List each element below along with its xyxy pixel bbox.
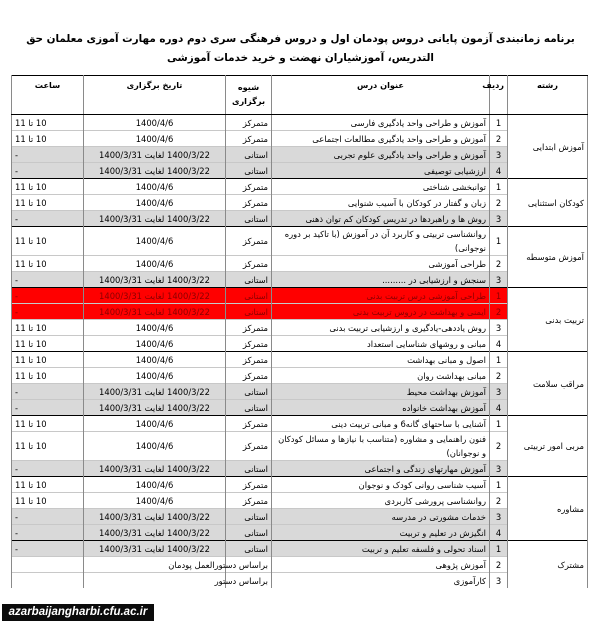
group-name: مراقب سلامت: [508, 352, 588, 416]
exam-date: 1400/3/22 لغایت 1400/3/31: [84, 288, 226, 304]
course-title: خدمات مشورتی در مدرسه: [272, 509, 490, 525]
table-row: [12, 557, 588, 573]
table-row: [12, 179, 588, 195]
table-row: [12, 320, 588, 336]
exam-date: 1400/4/6: [84, 320, 226, 336]
row-number: 2: [490, 493, 508, 509]
exam-date: 1400/3/22 لغایت 1400/3/31: [84, 163, 226, 179]
exam-date: 1400/3/22 لغایت 1400/3/31: [84, 147, 226, 163]
course-title: ارزشیابی توصیفی: [272, 163, 490, 179]
exam-mode: متمرکز: [226, 477, 272, 493]
exam-date: 1400/4/6: [84, 336, 226, 352]
exam-mode: متمرکز: [226, 256, 272, 272]
exam-mode: متمرکز: [226, 227, 272, 256]
exam-time: -: [12, 288, 84, 304]
exam-date: 1400/3/22 لغایت 1400/3/31: [84, 384, 226, 400]
exam-date: 1400/4/6: [84, 227, 226, 256]
row-number: 4: [490, 525, 508, 541]
table-row: [12, 163, 588, 179]
course-title: سنجش و ارزشیابی در .........: [272, 272, 490, 288]
group-name: مربی امور تربیتی: [508, 416, 588, 477]
exam-date: 1400/3/22 لغایت 1400/3/31: [84, 304, 226, 320]
exam-time: -: [12, 163, 84, 179]
exam-time: 10 تا 11: [12, 256, 84, 272]
exam-time: 10 تا 11: [12, 131, 84, 147]
exam-mode: متمرکز: [226, 416, 272, 432]
header-onvan: عنوان درس: [272, 76, 490, 115]
exam-mode: استانی: [226, 163, 272, 179]
row-number: 3: [490, 272, 508, 288]
table-row: [12, 368, 588, 384]
row-number: 4: [490, 163, 508, 179]
course-title: روانشناسی پرورشی کاربردی: [272, 493, 490, 509]
exam-date: 1400/3/22 لغایت 1400/3/31: [84, 211, 226, 227]
exam-date: 1400/4/6: [84, 477, 226, 493]
table-row: [12, 272, 588, 288]
course-title: مبانی و روشهای شناسایی استعداد: [272, 336, 490, 352]
course-title: روش یاددهی-یادگیری و ارزشیابی تربیت بدنی: [272, 320, 490, 336]
row-number: 3: [490, 211, 508, 227]
table-row: [12, 147, 588, 163]
row-number: 3: [490, 384, 508, 400]
exam-mode: استانی: [226, 461, 272, 477]
header-radif: ردیف: [490, 76, 508, 115]
exam-time: 10 تا 11: [12, 432, 84, 461]
row-number: 1: [490, 477, 508, 493]
group-name: مشترک: [508, 541, 588, 589]
table-row: [12, 352, 588, 368]
table-row: [12, 509, 588, 525]
exam-date: 1400/3/22 لغایت 1400/3/31: [84, 525, 226, 541]
exam-mode: استانی: [226, 147, 272, 163]
table-row: [12, 432, 588, 461]
exam-time: 10 تا 11: [12, 195, 84, 211]
header-shive: شیوه برگزاری: [226, 76, 272, 115]
exam-date: 1400/4/6: [84, 493, 226, 509]
exam-time: -: [12, 147, 84, 163]
table-row: [12, 131, 588, 147]
course-title: اسناد تحولی و فلسفه تعلیم و تربیت: [272, 541, 490, 557]
course-title: آموزش و طراحی واحد یادگیری علوم تجربی: [272, 147, 490, 163]
exam-mode: متمرکز: [226, 195, 272, 211]
table-row: [12, 211, 588, 227]
table-row: [12, 115, 588, 131]
exam-date: 1400/3/22 لغایت 1400/3/31: [84, 272, 226, 288]
exam-mode: استانی: [226, 384, 272, 400]
course-title: آموزش و طراحی واحد یادگیری مطالعات اجتماعی: [272, 131, 490, 147]
exam-mode: متمرکز: [226, 179, 272, 195]
table-row: [12, 573, 588, 589]
exam-time: 10 تا 11: [12, 115, 84, 131]
exam-time: 10 تا 11: [12, 477, 84, 493]
course-title: آموزش مهارتهای زندگی و اجتماعی: [272, 461, 490, 477]
row-number: 3: [490, 320, 508, 336]
course-title: ایمنی و بهداشت در دروس تربیت بدنی: [272, 304, 490, 320]
table-row: [12, 493, 588, 509]
course-title: کارآموزی: [272, 573, 490, 589]
row-number: 2: [490, 256, 508, 272]
exam-time: 10 تا 11: [12, 352, 84, 368]
course-title: مبانی بهداشت روان: [272, 368, 490, 384]
course-title: فنون راهنمایی و مشاوره (متناسب با نیازها و مسائل کودکان و نوجوانان): [272, 432, 490, 461]
exam-time: -: [12, 461, 84, 477]
table-row: [12, 304, 588, 320]
exam-time: [12, 573, 84, 589]
row-number: 2: [490, 557, 508, 573]
row-number: 3: [490, 461, 508, 477]
course-title: روانشناسی تربیتی و کاربرد آن در آموزش (با تاکید بر دوره نوجوانی): [272, 227, 490, 256]
exam-date: 1400/4/6: [84, 368, 226, 384]
exam-mode: متمرکز: [226, 320, 272, 336]
row-number: 1: [490, 416, 508, 432]
table-row: [12, 541, 588, 557]
schedule-body: [12, 115, 588, 589]
exam-time: 10 تا 11: [12, 320, 84, 336]
exam-date: 1400/4/6: [84, 195, 226, 211]
header-tarikh: تاریخ برگزاری: [84, 76, 226, 115]
row-number: 1: [490, 179, 508, 195]
exam-time: [12, 557, 84, 573]
course-title: آسیب شناسی روانی کودک و نوجوان: [272, 477, 490, 493]
course-title: توانبخشی شناختی: [272, 179, 490, 195]
exam-time: -: [12, 304, 84, 320]
exam-mode: استانی: [226, 509, 272, 525]
exam-mode: استانی: [226, 288, 272, 304]
exam-mode: استانی: [226, 211, 272, 227]
course-title: زبان و گفتار در کودکان با آسیب شنوایی: [272, 195, 490, 211]
row-number: 4: [490, 336, 508, 352]
exam-time: -: [12, 211, 84, 227]
exam-date: [84, 573, 226, 589]
course-title: روش ها و راهبردها در تدریس کودکان کم توان ذهنی: [272, 211, 490, 227]
row-number: 3: [490, 509, 508, 525]
exam-date: 1400/3/22 لغایت 1400/3/31: [84, 509, 226, 525]
exam-mode: متمرکز: [226, 336, 272, 352]
schedule-table-wrap: [11, 75, 587, 588]
table-row: [12, 227, 588, 256]
row-number: 2: [490, 304, 508, 320]
exam-time: 10 تا 11: [12, 493, 84, 509]
group-name: آموزش متوسطه: [508, 227, 588, 288]
header-row: [12, 76, 588, 115]
course-title: انگیزش در تعلیم و تربیت: [272, 525, 490, 541]
exam-date: 1400/4/6: [84, 256, 226, 272]
row-number: 2: [490, 131, 508, 147]
exam-date: 1400/4/6: [84, 179, 226, 195]
table-row: [12, 461, 588, 477]
exam-date: 1400/4/6: [84, 432, 226, 461]
exam-mode: متمرکز: [226, 131, 272, 147]
site-watermark: azarbaijangharbi.cfu.ac.ir: [2, 604, 154, 621]
exam-mode: متمرکز: [226, 368, 272, 384]
row-number: 1: [490, 541, 508, 557]
exam-time: 10 تا 11: [12, 368, 84, 384]
exam-date: 1400/4/6: [84, 115, 226, 131]
exam-mode: استانی: [226, 400, 272, 416]
row-number: 3: [490, 147, 508, 163]
row-number: 4: [490, 400, 508, 416]
row-number: 1: [490, 227, 508, 256]
group-name: آموزش ابتدایی: [508, 115, 588, 179]
group-name: کودکان استثنایی: [508, 179, 588, 227]
exam-mode: استانی: [226, 272, 272, 288]
row-number: 1: [490, 288, 508, 304]
course-title: طراحی آموزشی درس تربیت بدنی: [272, 288, 490, 304]
row-number: 1: [490, 115, 508, 131]
exam-mode: براساس دستور: [226, 573, 272, 589]
exam-time: -: [12, 541, 84, 557]
header-reshte: رشته: [508, 76, 588, 115]
exam-time: 10 تا 11: [12, 336, 84, 352]
schedule-table: [11, 75, 588, 588]
exam-mode: استانی: [226, 541, 272, 557]
course-title: آشنایی با ساحتهای گانه6 و مبانی تربیت دینی: [272, 416, 490, 432]
row-number: 3: [490, 573, 508, 589]
table-row: [12, 256, 588, 272]
row-number: 2: [490, 432, 508, 461]
exam-date: 1400/4/6: [84, 352, 226, 368]
exam-time: 10 تا 11: [12, 227, 84, 256]
course-title: طراحی آموزشی: [272, 256, 490, 272]
exam-time: -: [12, 400, 84, 416]
exam-mode: متمرکز: [226, 493, 272, 509]
table-row: [12, 477, 588, 493]
course-title: آموزش پژوهی: [272, 557, 490, 573]
page-title: برنامه زمانبندی آزمون پایانی دروس پودمان اول و دروس فرهنگی سری دوم دوره مهارت آموزی معلمان حق التدریس، آموزشیاران نهضت و خرید خدمات آموزشی: [26, 33, 575, 64]
exam-mode: براساس دستورالعمل پودمان: [226, 557, 272, 573]
group-name: تربیت بدنی: [508, 288, 588, 352]
exam-mode: متمرکز: [226, 115, 272, 131]
row-number: 2: [490, 195, 508, 211]
row-number: 1: [490, 352, 508, 368]
exam-time: -: [12, 509, 84, 525]
exam-date: 1400/3/22 لغایت 1400/3/31: [84, 400, 226, 416]
exam-mode: متمرکز: [226, 432, 272, 461]
course-title: آموزش و طراحی واحد یادگیری فارسی: [272, 115, 490, 131]
exam-time: 10 تا 11: [12, 416, 84, 432]
exam-mode: استانی: [226, 525, 272, 541]
group-name: مشاوره: [508, 477, 588, 541]
exam-date: 1400/3/22 لغایت 1400/3/31: [84, 541, 226, 557]
course-title: آموزش بهداشت خانواده: [272, 400, 490, 416]
exam-date: 1400/3/22 لغایت 1400/3/31: [84, 461, 226, 477]
exam-mode: متمرکز: [226, 352, 272, 368]
exam-mode: استانی: [226, 304, 272, 320]
header-saat: ساعت: [12, 76, 84, 115]
table-row: [12, 525, 588, 541]
exam-time: -: [12, 272, 84, 288]
table-row: [12, 336, 588, 352]
table-row: [12, 416, 588, 432]
exam-date: 1400/4/6: [84, 416, 226, 432]
row-number: 2: [490, 368, 508, 384]
course-title: اصول و مبانی بهداشت: [272, 352, 490, 368]
exam-date: 1400/4/6: [84, 131, 226, 147]
table-row: [12, 384, 588, 400]
exam-time: 10 تا 11: [12, 179, 84, 195]
exam-time: -: [12, 384, 84, 400]
table-row: [12, 288, 588, 304]
exam-time: -: [12, 525, 84, 541]
course-title: آموزش بهداشت محیط: [272, 384, 490, 400]
table-row: [12, 400, 588, 416]
table-row: [12, 195, 588, 211]
